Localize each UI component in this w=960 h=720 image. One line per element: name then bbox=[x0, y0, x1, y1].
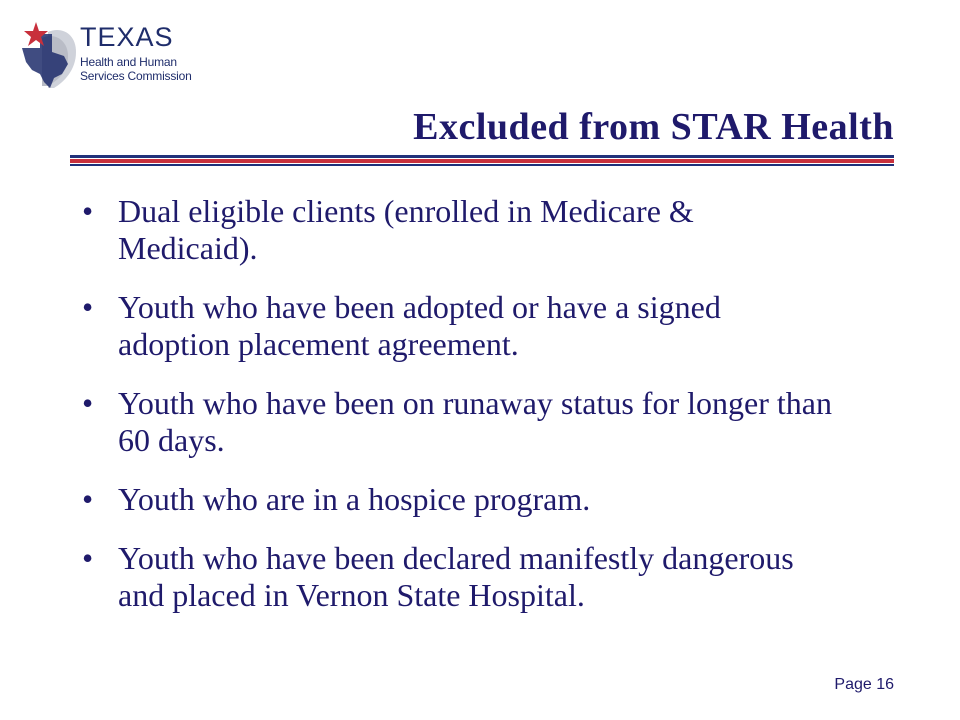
bullet-item: • Youth who have been adopted or have a signed adoption placement agreement. bbox=[80, 289, 840, 363]
logo-name: TEXAS bbox=[80, 22, 174, 52]
bullet-item: • Youth who have been on runaway status for longer than 60 days. bbox=[80, 385, 840, 459]
bullet-item: • Dual eligible clients (enrolled in Medicare & Medicaid). bbox=[80, 193, 840, 267]
bullet-item: • Youth who are in a hospice program. bbox=[80, 481, 840, 518]
hhsc-logo bbox=[18, 18, 198, 98]
logo-line-2: Services Commission bbox=[80, 69, 192, 83]
bullet-item: • Youth who have been declared manifestly dangerous and placed in Vernon State Hospital. bbox=[80, 540, 840, 614]
title-rule-top bbox=[70, 155, 894, 158]
page-number: Page 16 bbox=[834, 676, 894, 693]
texas-star-emblem-icon bbox=[18, 18, 88, 98]
title-rule-bottom bbox=[70, 164, 894, 166]
slide-title: Excluded from STAR Health bbox=[413, 106, 894, 148]
title-rule-red bbox=[70, 159, 894, 163]
bullet-list bbox=[80, 193, 840, 636]
logo-line-1: Health and Human bbox=[80, 55, 177, 69]
